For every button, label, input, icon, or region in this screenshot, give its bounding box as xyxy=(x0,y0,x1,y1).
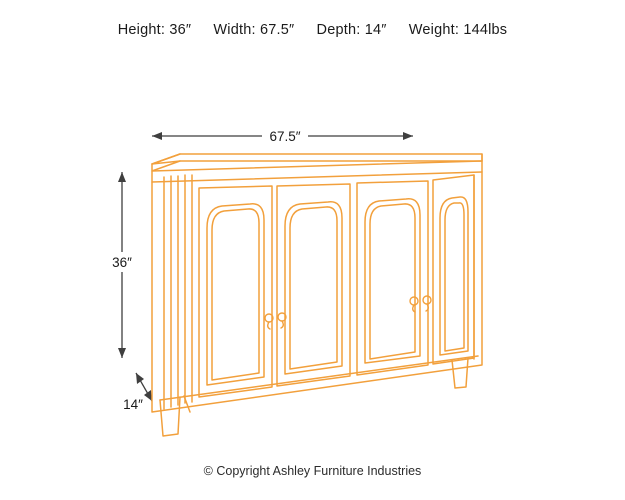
cabinet-door-3-panel-inner xyxy=(370,204,415,359)
spec-depth: Depth: 14″ xyxy=(316,22,387,38)
cabinet-knob-door-3 xyxy=(410,297,418,312)
height-dimension-label: 36″ xyxy=(112,255,132,270)
cabinet-door-1 xyxy=(199,186,272,397)
cabinet-door-3-panel xyxy=(365,199,420,363)
cabinet-door-4-panel-inner xyxy=(445,203,464,351)
cabinet-drawing xyxy=(152,154,482,436)
specs-bar xyxy=(0,22,625,38)
depth-dimension-label: 14″ xyxy=(123,397,143,412)
furniture-diagram xyxy=(0,60,625,450)
copyright-text: © Copyright Ashley Furniture Industries xyxy=(203,464,422,478)
spec-weight: Weight: 144lbs xyxy=(408,22,508,38)
spec-height: Height: 36″ xyxy=(117,22,192,38)
cabinet-knob-door-4 xyxy=(423,296,431,311)
cabinet-leg-front-right xyxy=(452,358,468,388)
cabinet-door-2-panel xyxy=(285,202,342,374)
cabinet-door-1-panel xyxy=(207,204,264,385)
diagram-svg xyxy=(0,60,625,450)
spec-width: Width: 67.5″ xyxy=(213,22,295,38)
cabinet-leg-detail xyxy=(184,396,190,412)
cabinet-door-1-panel-inner xyxy=(212,209,259,380)
cabinet-door-2-panel-inner xyxy=(290,207,337,369)
cabinet-leg-front-left xyxy=(160,397,180,436)
cabinet-door-2 xyxy=(277,184,350,386)
width-dimension-label: 67.5″ xyxy=(269,129,301,144)
